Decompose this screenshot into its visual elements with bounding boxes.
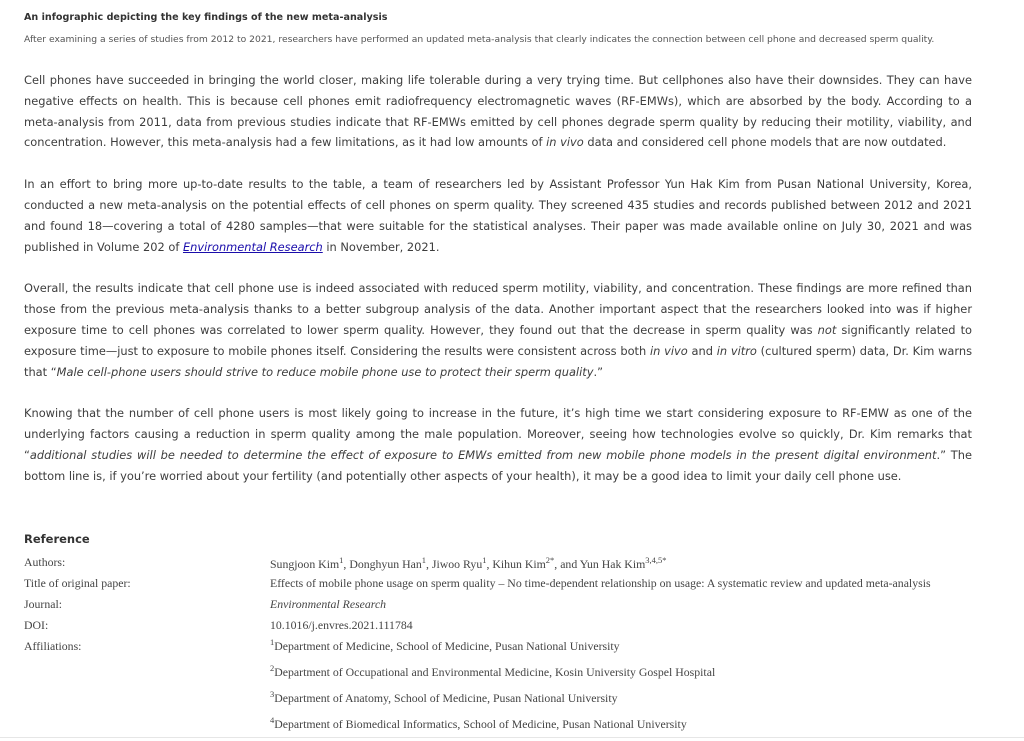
p2-text-c: in November, 2021.	[322, 239, 440, 254]
reference-heading: Reference	[24, 532, 90, 546]
affiliation-row	[24, 689, 984, 715]
paragraph-4	[24, 403, 972, 486]
p4-text-c: .” The bottom line is, if you’re worried about your fertility (and potentially other aspects of your health), it may be a good idea to limit your daily cell phone use.	[24, 447, 972, 483]
affiliation-text: Department of Biomedical Informatics, School of Medicine, Pusan National University	[274, 716, 687, 731]
author-name: Jiwoo Ryu	[431, 556, 483, 571]
affiliation-sup: 4	[270, 715, 275, 725]
journal-row	[24, 595, 984, 616]
p3-text-e: and	[687, 343, 717, 358]
author-sep: , and	[554, 556, 580, 571]
bottom-divider	[0, 737, 1024, 738]
p3-italic-not: not	[817, 322, 837, 337]
affiliation-item	[270, 689, 618, 706]
p1-text-c: data and considered cell phone models that are now outdated.	[583, 135, 947, 150]
doi-row	[24, 616, 984, 637]
author-sup: 1	[421, 555, 426, 565]
p3-italic-in-vitro: in vitro	[716, 343, 757, 358]
author-sup: 1	[339, 555, 344, 565]
affiliation-item	[270, 637, 620, 654]
paragraph-2	[24, 174, 972, 257]
p3-text-c: significantly related to exposure time—just to exposure to mobile phones itself. Considering the results were consistent across both	[24, 322, 972, 358]
author-name: Yun Hak Kim	[579, 556, 646, 571]
affiliation-text: Department of Occupational and Environmental Medicine, Kosin University Gospel Hospital	[274, 664, 716, 679]
journal-name: Environmental Research	[270, 597, 387, 611]
p2-text-a: In an effort to bring more up-to-date results to the table, a team of researchers led by Assistant Professor Yun Hak Kim from Pusan National University, Korea, conducted a new meta-analysis on the potential effects of cell phones on sperm quality. They screened 435 studies and records published between 2012 and 2021 and found 18—covering a total of 4280 samples—that were suitable for the statistical analyses. Their paper was made available online on July 30, 2021 and was published in Volume 202 of	[24, 177, 972, 254]
paragraph-3	[24, 278, 972, 382]
doi-label: DOI:	[24, 618, 49, 632]
p3-italic-in-vivo: in vivo	[649, 343, 688, 358]
affiliations-label: Affiliations:	[24, 639, 82, 653]
affiliation-row	[24, 663, 984, 689]
title-label: Title of original paper:	[24, 576, 131, 590]
journal-link[interactable]: Environmental Research	[182, 239, 323, 254]
affiliation-sup: 2	[270, 663, 275, 673]
author-name: Kihun Kim	[492, 556, 546, 571]
author-sep: ,	[343, 556, 350, 571]
p3-quote: Male cell-phone users should strive to reduce mobile phone use to protect their sperm quality	[56, 364, 594, 379]
affiliation-text: Department of Anatomy, School of Medicine, Pusan National University	[274, 690, 618, 705]
author-sep: ,	[486, 556, 493, 571]
affiliation-sup: 3	[270, 689, 275, 699]
authors-label: Authors:	[24, 555, 66, 569]
affiliation-item	[270, 715, 687, 732]
p1-text-a: Cell phones have succeeded in bringing the world closer, making life tolerable during a very trying time. But cellphones also have their downsides. They can have negative effects on health. This is because cell phones emit radiofrequency electromagnetic waves (RF-EMWs), which are absorbed by the body. According to a meta-analysis from 2011, data from previous studies indicate that RF-EMWs emitted by cell phones degrade sperm quality by reducing their motility, viability, and concentration. However, this meta-analysis had a few limitations, as it had low amounts of	[24, 73, 972, 150]
author-sup: 3,4,5*	[645, 555, 667, 565]
reference-block	[24, 553, 984, 741]
author-name: Sungjoon Kim	[270, 556, 340, 571]
p3-text-i: .”	[593, 364, 603, 379]
authors-value	[270, 555, 667, 572]
infographic-caption: After examining a series of studies from 2012 to 2021, researchers have performed an updated meta-analysis that clearly indicates the connection between cell phone and decreased sperm quality.	[24, 34, 935, 45]
p3-text-a: Overall, the results indicate that cell phone use is indeed associated with reduced sperm motility, viability, and concentration. These findings are more refined than those from the previous meta-analysis thanks to a better subgroup analysis of the data. Another important aspect that the researchers looked into was if higher exposure time to cell phones was correlated to lower sperm quality. However, they found out that the decrease in sperm quality was	[24, 281, 972, 337]
p1-italic-in-vivo: in vivo	[546, 135, 584, 150]
affiliation-text: Department of Medicine, School of Medicine, Pusan National University	[274, 638, 620, 653]
paper-title: Effects of mobile phone usage on sperm quality – No time-dependent relationship on usage: A systematic review and updated meta-analysis	[270, 576, 931, 590]
affiliation-sup: 1	[270, 637, 275, 647]
p3-text-g: (cultured sperm) data, Dr. Kim warns that “	[24, 343, 973, 379]
authors-row	[24, 553, 984, 574]
author-sup: 2*	[545, 555, 555, 565]
doi-value[interactable]: 10.1016/j.envres.2021.111784	[270, 618, 413, 632]
p4-quote: additional studies will be needed to determine the effect of exposure to EMWs emitted from new mobile phone models in the present digital environment	[29, 447, 937, 462]
affiliation-item	[270, 663, 715, 680]
p4-text-a: Knowing that the number of cell phone users is most likely going to increase in the future, it’s high time we start considering exposure to RF-EMW as one of the underlying factors causing a reduction in sperm quality among the male population. Moreover, seeing how technologies evolve so quickly, Dr. Kim remarks that “	[24, 406, 972, 462]
affiliation-row	[24, 637, 984, 663]
author-sep: ,	[425, 556, 432, 571]
paragraph-1	[24, 70, 972, 153]
author-sup: 1	[482, 555, 487, 565]
infographic-title: An infographic depicting the key findings of the new meta-analysis	[24, 12, 388, 23]
title-row	[24, 574, 984, 595]
article-body	[24, 70, 972, 508]
author-name: Donghyun Han	[349, 556, 422, 571]
journal-label: Journal:	[24, 597, 63, 611]
affiliations-block	[24, 637, 984, 741]
